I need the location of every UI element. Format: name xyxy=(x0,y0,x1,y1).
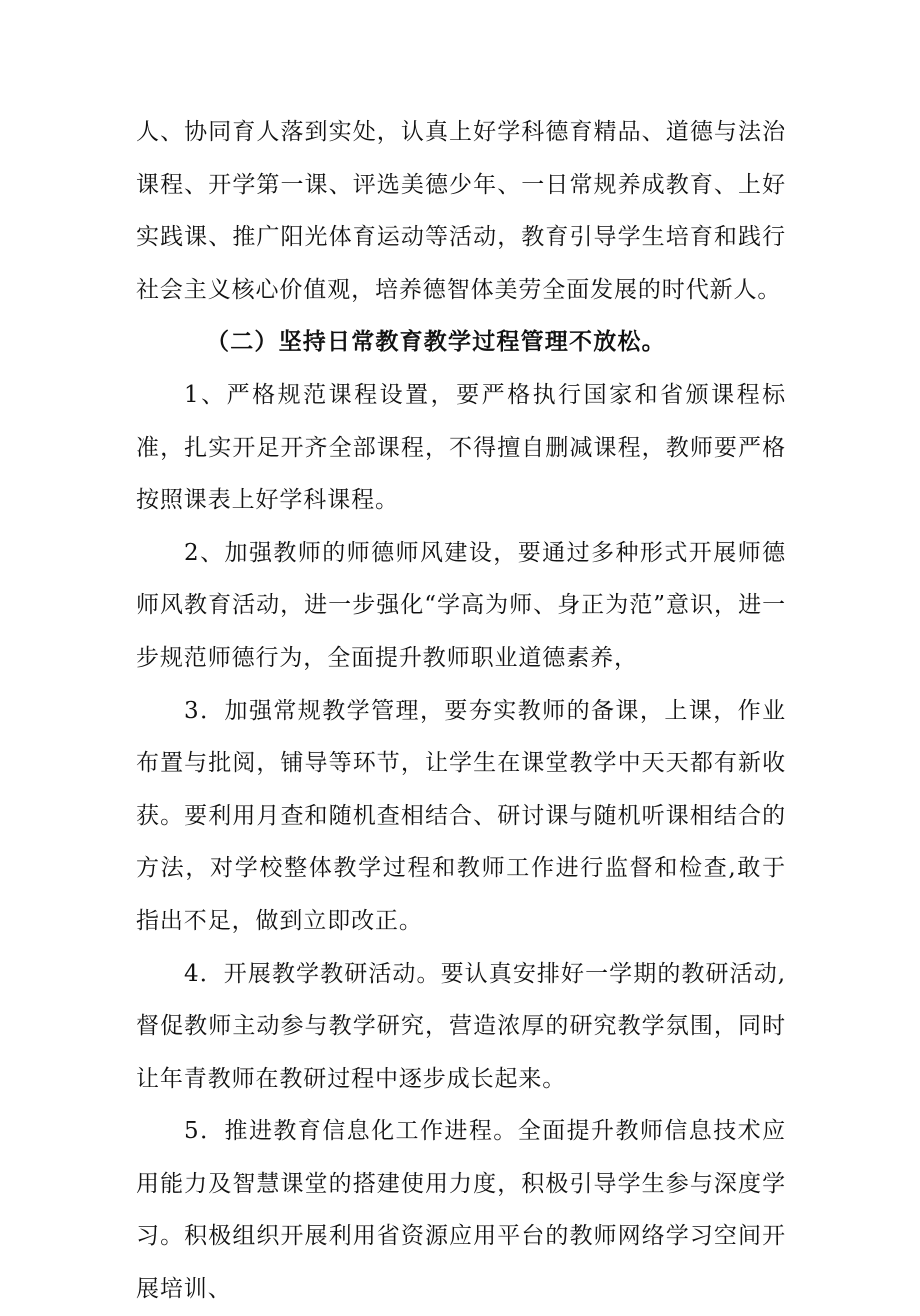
paragraph-item-1: 1、严格规范课程设置，要严格执行国家和省颁课程标准，扎实开足开齐全部课程，不得擅自删减课程，教师要严格按照课表上好学科课程。 xyxy=(136,381,786,514)
paragraph-item-5: 5．推进教育信息化工作进程。全面提升教师信息技术应用能力及智慧课堂的搭建使用力度，积极引导学生参与深度学习。积极组织开展利用省资源应用平台的教师网络学习空间开展培训、 xyxy=(136,1118,786,1303)
paragraph-item-4: 4．开展教学教研活动。要认真安排好一学期的教研活动,督促教师主动参与教学研究，营造浓厚的研究教学氛围，同时让年青教师在教研过程中逐步成长起来。 xyxy=(136,960,786,1092)
paragraph-continued: 人、协同育人落到实处，认真上好学科德育精品、道德与法治课程、开学第一课、评选美德少年、一日常规养成教育、上好实践课、推广阳光体育运动等活动，教育引导学生培育和践行社会主义核心价值观，培养德智体美劳全面发展的时代新人。 xyxy=(136,119,786,303)
paragraph-item-3: 3．加强常规教学管理，要夯实教师的备课，上课，作业布置与批阅，铺导等环节，让学生在课堂教学中天天都有新收获。要利用月查和随机查相结合、研讨课与随机听课相结合的方法，对学校整体教学过程和教师工作进行监督和检查,敢于指出不足，做到立即改正。 xyxy=(136,697,786,934)
paragraph-item-2: 2、加强教师的师德师风建设，要通过多种形式开展师德师风教育活动，进一步强化“学高为师、身正为范”意识，进一步规范师德行为，全面提升教师职业道德素养， xyxy=(136,539,786,671)
document-page xyxy=(136,106,786,1316)
section-heading: （二）坚持日常教育教学过程管理不放松。 xyxy=(206,328,666,356)
